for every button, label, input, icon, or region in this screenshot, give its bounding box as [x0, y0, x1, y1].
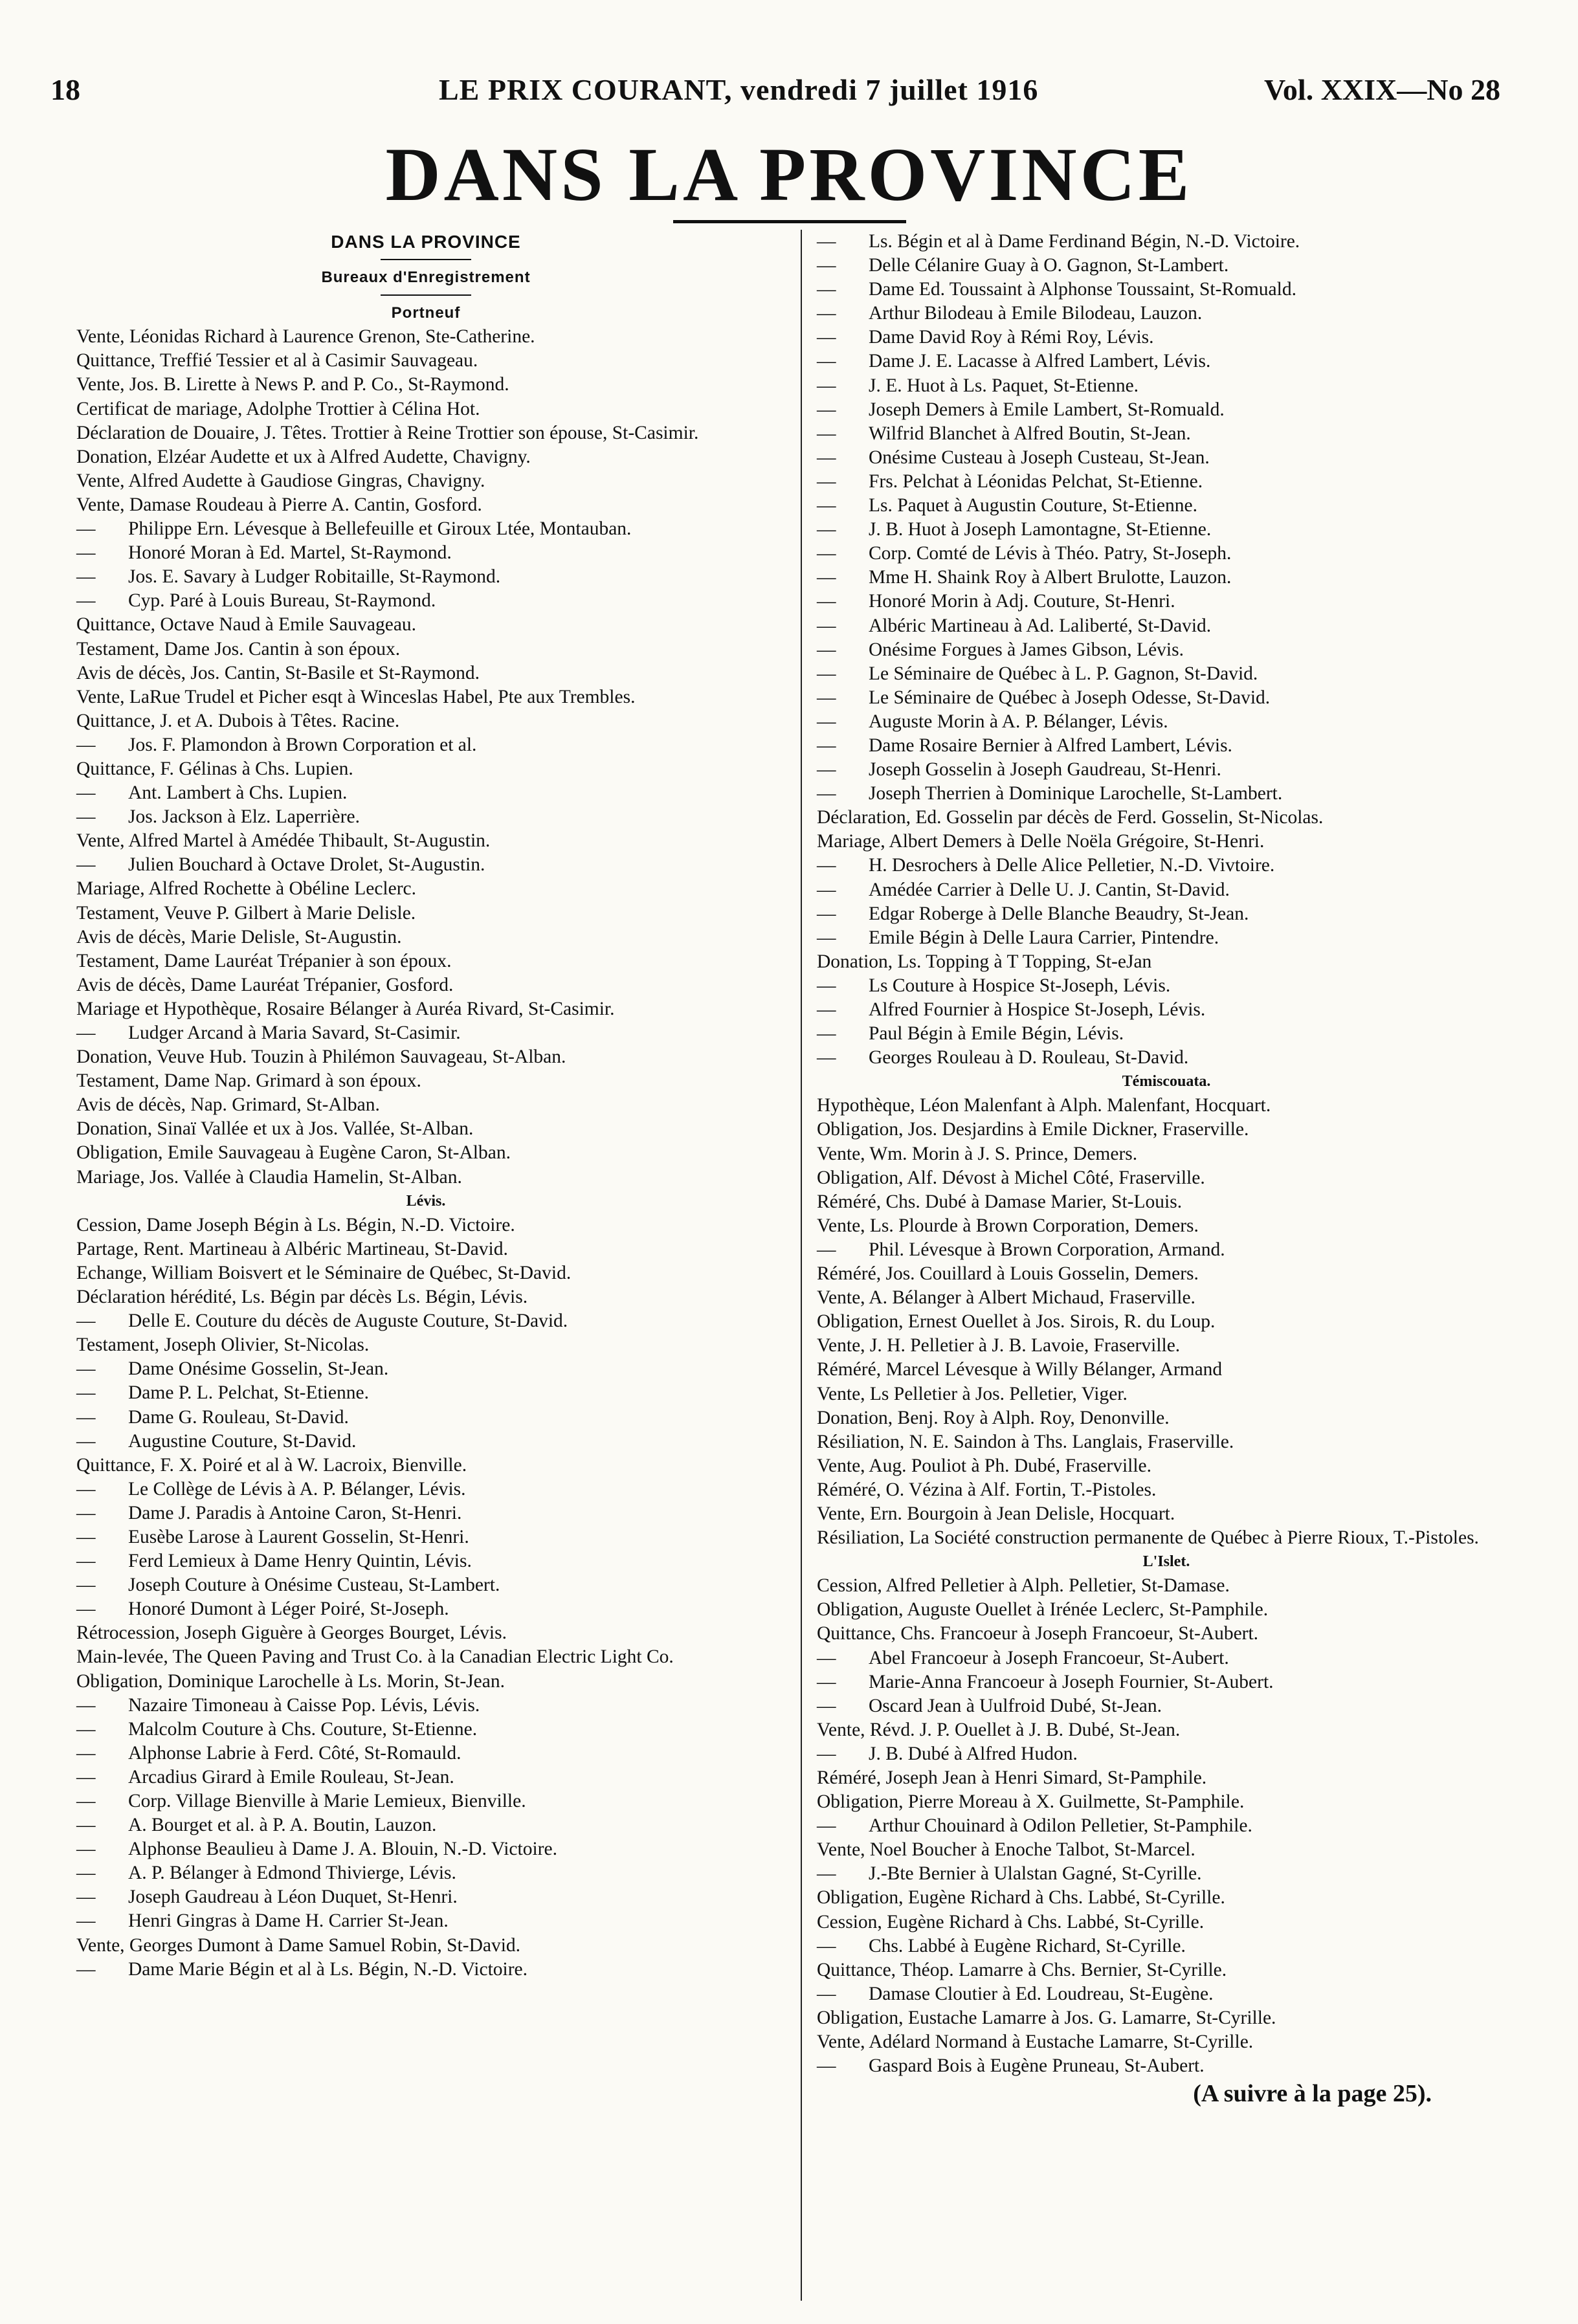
registry-entry: — Wilfrid Blanchet à Alfred Boutin, St-Jean. [817, 422, 1516, 446]
registry-entry: Vente, Wm. Morin à J. S. Prince, Demers. [817, 1143, 1138, 1164]
registry-entry: — Damase Cloutier à Ed. Loudreau, St-Eugène. [817, 1982, 1516, 2006]
registry-entry: Mariage, Alfred Rochette à Obéline Leclerc. [76, 878, 417, 900]
registry-entry: — Corp. Village Bienville à Marie Lemieux, Bienville. [76, 1789, 775, 1813]
registry-entry: Avis de décès, Dame Lauréat Trépanier, Gosford. [76, 974, 454, 995]
registry-entry: Vente, Ern. Bourgoin à Jean Delisle, Hocquart. [817, 1503, 1175, 1524]
registry-entry: — Arthur Bilodeau à Emile Bilodeau, Lauzon. [817, 302, 1516, 326]
registry-entry: Réméré, Jos. Couillard à Louis Gosselin, Demers. [817, 1263, 1199, 1285]
registry-entry: — Eusèbe Larose à Laurent Gosselin, St-Henri. [76, 1525, 775, 1549]
registry-entry: Vente, Damase Roudeau à Pierre A. Cantin, Gosford. [76, 494, 482, 515]
registry-entry: Obligation, Emile Sauvageau à Eugène Caron, St-Alban. [76, 1142, 511, 1164]
section-rule [381, 294, 471, 296]
registry-entry: Vente, Adélard Normand à Eustache Lamarre, St-Cyrille. [817, 2031, 1254, 2053]
registry-entry: Echange, William Boisvert et le Séminaire de Québec, St-David. [76, 1262, 572, 1283]
right-column [817, 230, 1516, 2130]
registry-entry: Obligation, Eugène Richard à Chs. Labbé, St-Cyrille. [817, 1887, 1225, 1909]
registry-entry: Partage, Rent. Martineau à Albéric Martineau, St-David. [76, 1238, 508, 1259]
registry-entry: — Alfred Fournier à Hospice St-Joseph, Lévis. [817, 998, 1516, 1022]
registry-entry: — Le Séminaire de Québec à L. P. Gagnon, St-David. [817, 662, 1516, 686]
registry-entry: — Dame Rosaire Bernier à Alfred Lambert, Lévis. [817, 734, 1516, 758]
registry-entry: — Honoré Morin à Adj. Couture, St-Henri. [817, 590, 1516, 614]
registry-entry: Obligation, Auguste Ouellet à Irénée Leclerc, St-Pamphile. [817, 1599, 1269, 1621]
registry-entry: Mariage, Albert Demers à Delle Noëla Grégoire, St-Henri. [817, 831, 1265, 852]
registry-entry: Donation, Ls. Topping à T Topping, St-eJan [817, 951, 1152, 972]
registry-entry: — Dame David Roy à Rémi Roy, Lévis. [817, 326, 1516, 349]
registry-entry: — Joseph Therrien à Dominique Larochelle, St-Lambert. [817, 782, 1516, 806]
registry-entry: Déclaration, Ed. Gosselin par décès de Ferd. Gosselin, St-Nicolas. [817, 807, 1324, 828]
registry-entry: — Dame Marie Bégin et al à Ls. Bégin, N.-D. Victoire. [76, 1958, 775, 1982]
registry-entry: — J.-Bte Bernier à Ulalstan Gagné, St-Cyrille. [817, 1862, 1516, 1886]
registry-entry: — Phil. Lévesque à Brown Corporation, Armand. [817, 1238, 1516, 1262]
registry-entry: — Joseph Demers à Emile Lambert, St-Romuald. [817, 398, 1516, 422]
section-heading: Lévis. [406, 1192, 446, 1210]
page-headline: DANS LA PROVINCE [385, 132, 1193, 217]
registry-entry: — Jos. E. Savary à Ludger Robitaille, St-Raymond. [76, 565, 775, 589]
registry-entry: — Le Collège de Lévis à A. P. Bélanger, Lévis. [76, 1477, 775, 1501]
registry-entry: Vente, Noel Boucher à Enoche Talbot, St-Marcel. [817, 1839, 1195, 1861]
registry-entry: — Le Séminaire de Québec à Joseph Odesse, St-David. [817, 686, 1516, 710]
registry-entry: Avis de décès, Marie Delisle, St-Augustin. [76, 926, 402, 947]
registry-entry: — Georges Rouleau à D. Rouleau, St-David. [817, 1046, 1516, 1070]
registry-entry: Quittance, J. et A. Dubois à Têtes. Racine. [76, 710, 400, 731]
registry-entry: — J. B. Dubé à Alfred Hudon. [817, 1742, 1516, 1766]
registry-entry: Vente, Alfred Martel à Amédée Thibault, St-Augustin. [76, 830, 491, 852]
registry-entry: Réméré, Marcel Lévesque à Willy Bélanger, Armand [817, 1359, 1223, 1380]
section-heading: DANS LA PROVINCE [331, 232, 521, 252]
registry-entry: Obligation, Alf. Dévost à Michel Côté, Fraserville. [817, 1167, 1205, 1188]
registry-entry: — Delle E. Couture du décès de Auguste Couture, St-David. [76, 1309, 775, 1333]
registry-entry: Vente, A. Bélanger à Albert Michaud, Fraserville. [817, 1287, 1195, 1309]
registry-entry: — Joseph Couture à Onésime Custeau, St-Lambert. [76, 1573, 775, 1597]
registry-entry: Certificat de mariage, Adolphe Trottier à Célina Hot. [76, 398, 480, 419]
publication-title: LE PRIX COURANT, vendredi 7 juillet 1916 [439, 73, 1039, 106]
registry-entry: — Philippe Ern. Lévesque à Bellefeuille et Giroux Ltée, Montauban. [76, 517, 775, 541]
registry-entry: Obligation, Dominique Larochelle à Ls. Morin, St-Jean. [76, 1670, 505, 1692]
registry-entry: Testament, Joseph Olivier, St-Nicolas. [76, 1334, 370, 1356]
registry-entry: — Amédée Carrier à Delle U. J. Cantin, St-David. [817, 878, 1516, 902]
registry-entry: — Arthur Chouinard à Odilon Pelletier, St-Pamphile. [817, 1814, 1516, 1838]
registry-entry: — Jos. F. Plamondon à Brown Corporation et al. [76, 733, 775, 757]
registry-entry: Vente, Ls. Plourde à Brown Corporation, Demers. [817, 1215, 1199, 1236]
volume-number: Vol. XXIX—No 28 [1263, 73, 1500, 106]
registry-entry: — Dame P. L. Pelchat, St-Etienne. [76, 1381, 775, 1405]
registry-entry: Vente, Révd. J. P. Ouellet à J. B. Dubé, St-Jean. [817, 1719, 1181, 1740]
column-divider [801, 230, 802, 2301]
registry-entry: Déclaration de Douaire, J. Têtes. Trottier à Reine Trottier son épouse, St-Casimir. [76, 422, 699, 443]
registry-entry: — A. Bourget et al. à P. A. Boutin, Lauzon. [76, 1813, 775, 1837]
section-heading: Portneuf [391, 304, 461, 322]
registry-entry: Avis de décès, Nap. Grimard, St-Alban. [76, 1094, 380, 1116]
registry-entry: — Ant. Lambert à Chs. Lupien. [76, 781, 775, 805]
registry-entry: Vente, Jos. B. Lirette à News P. and P. Co., St-Raymond. [76, 374, 509, 395]
registry-entry: Réméré, Chs. Dubé à Damase Marier, St-Louis. [817, 1191, 1183, 1212]
registry-entry: — J. B. Huot à Joseph Lamontagne, St-Etienne. [817, 518, 1516, 542]
registry-entry: — Auguste Morin à A. P. Bélanger, Lévis. [817, 710, 1516, 734]
continuation-note: (A suivre à la page 25). [1193, 2080, 1432, 2108]
registry-entry: — Arcadius Girard à Emile Rouleau, St-Jean. [76, 1765, 775, 1789]
registry-entry: Vente, Ls Pelletier à Jos. Pelletier, Viger. [817, 1383, 1128, 1404]
registry-entry: — Delle Célanire Guay à O. Gagnon, St-Lambert. [817, 254, 1516, 278]
registry-entry: Donation, Sinaï Vallée et ux à Jos. Vallée, St-Alban. [76, 1118, 474, 1140]
registry-entry: Donation, Veuve Hub. Touzin à Philémon Sauvageau, St-Alban. [76, 1046, 566, 1068]
registry-entry: Résiliation, N. E. Saindon à Ths. Langlais, Fraserville. [817, 1431, 1234, 1452]
page-number: 18 [50, 73, 80, 106]
registry-entry: — Onésime Custeau à Joseph Custeau, St-Jean. [817, 446, 1516, 470]
registry-entry: Quittance, F. X. Poiré et al à W. Lacroix, Bienville. [76, 1454, 467, 1476]
registry-entry: Quittance, Théop. Lamarre à Chs. Bernier, St-Cyrille. [817, 1959, 1227, 1980]
section-rule [381, 259, 471, 260]
section-heading: Bureaux d'Enregistrement [321, 269, 531, 287]
registry-entry: — Oscard Jean à Uulfroid Dubé, St-Jean. [817, 1694, 1516, 1718]
registry-entry: — Corp. Comté de Lévis à Théo. Patry, St-Joseph. [817, 542, 1516, 566]
registry-entry: — Jos. Jackson à Elz. Laperrière. [76, 805, 775, 829]
registry-entry: Testament, Dame Nap. Grimard à son époux. [76, 1070, 421, 1092]
registry-entry: — Ludger Arcand à Maria Savard, St-Casimir. [76, 1021, 775, 1045]
registry-entry: — Joseph Gaudreau à Léon Duquet, St-Henri. [76, 1885, 775, 1909]
registry-entry: — Edgar Roberge à Delle Blanche Beaudry, St-Jean. [817, 902, 1516, 926]
registry-entry: Mariage, Jos. Vallée à Claudia Hamelin, St-Alban. [76, 1166, 462, 1188]
registry-entry: Vente, Alfred Audette à Gaudiose Gingras, Chavigny. [76, 470, 485, 491]
registry-entry: Avis de décès, Jos. Cantin, St-Basile et St-Raymond. [76, 662, 480, 683]
registry-entry: Quittance, F. Gélinas à Chs. Lupien. [76, 758, 353, 779]
registry-entry: — J. E. Huot à Ls. Paquet, St-Etienne. [817, 374, 1516, 398]
registry-entry: — Dame J. Paradis à Antoine Caron, St-Henri. [76, 1501, 775, 1525]
registry-entry: — Dame G. Rouleau, St-David. [76, 1406, 775, 1430]
registry-entry: — Gaspard Bois à Eugène Pruneau, St-Aubert. [817, 2054, 1516, 2078]
left-column [76, 230, 775, 1982]
registry-entry: — Alphonse Beaulieu à Dame J. A. Blouin, N.-D. Victoire. [76, 1837, 775, 1861]
registry-entry: Réméré, O. Vézina à Alf. Fortin, T.-Pistoles. [817, 1479, 1157, 1500]
registry-entry: Hypothèque, Léon Malenfant à Alph. Malenfant, Hocquart. [817, 1095, 1271, 1116]
registry-entry: — Mme H. Shaink Roy à Albert Brulotte, Lauzon. [817, 566, 1516, 590]
registry-entry: Réméré, Joseph Jean à Henri Simard, St-Pamphile. [817, 1767, 1207, 1788]
registry-entry: Donation, Elzéar Audette et ux à Alfred Audette, Chavigny. [76, 446, 531, 467]
registry-entry: — Dame Ed. Toussaint à Alphonse Toussaint, St-Romuald. [817, 278, 1516, 302]
registry-entry: Vente, Léonidas Richard à Laurence Grenon, Ste-Catherine. [76, 326, 535, 348]
registry-entry: — Ls. Bégin et al à Dame Ferdinand Bégin, N.-D. Victoire. [817, 230, 1516, 254]
registry-entry: — Malcolm Couture à Chs. Couture, St-Etienne. [76, 1718, 775, 1742]
registry-entry: — Ferd Lemieux à Dame Henry Quintin, Lévis. [76, 1549, 775, 1573]
headline-rule [673, 220, 906, 223]
registry-entry: — Dame J. E. Lacasse à Alfred Lambert, Lévis. [817, 349, 1516, 373]
registry-entry: — Onésime Forgues à James Gibson, Lévis. [817, 638, 1516, 662]
registry-entry: — Paul Bégin à Emile Bégin, Lévis. [817, 1022, 1516, 1046]
registry-entry: — Nazaire Timoneau à Caisse Pop. Lévis, Lévis. [76, 1694, 775, 1718]
registry-entry: Main-levée, The Queen Paving and Trust Co. à la Canadian Electric Light Co. [76, 1646, 674, 1668]
registry-entry: Résiliation, La Société construction permanente de Québec à Pierre Rioux, T.-Pistoles. [817, 1527, 1479, 1549]
registry-entry: Vente, LaRue Trudel et Picher esqt à Winceslas Habel, Pte aux Trembles. [76, 686, 636, 707]
registry-entry: Cession, Eugène Richard à Chs. Labbé, St-Cyrille. [817, 1911, 1205, 1932]
registry-entry: Déclaration hérédité, Ls. Bégin par décès Ls. Bégin, Lévis. [76, 1287, 528, 1308]
registry-entry: Obligation, Jos. Desjardins à Emile Dickner, Fraserville. [817, 1119, 1249, 1140]
registry-entry: — Marie-Anna Francoeur à Joseph Fournier, St-Aubert. [817, 1670, 1516, 1694]
registry-entry: — Cyp. Paré à Louis Bureau, St-Raymond. [76, 589, 775, 613]
registry-entry: — Frs. Pelchat à Léonidas Pelchat, St-Etienne. [817, 470, 1516, 494]
registry-entry: Obligation, Pierre Moreau à X. Guilmette, St-Pamphile. [817, 1791, 1245, 1813]
registry-entry: — Henri Gingras à Dame H. Carrier St-Jean. [76, 1909, 775, 1933]
registry-entry: Obligation, Eustache Lamarre à Jos. G. Lamarre, St-Cyrille. [817, 2007, 1276, 2028]
section-heading: Témiscouata. [1122, 1073, 1211, 1090]
registry-entry: — Honoré Moran à Ed. Martel, St-Raymond. [76, 541, 775, 565]
registry-entry: Cession, Dame Joseph Bégin à Ls. Bégin, N.-D. Victoire. [76, 1214, 515, 1235]
registry-entry: Testament, Dame Jos. Cantin à son époux. [76, 638, 401, 659]
page-header [50, 72, 1500, 111]
registry-entry: Mariage et Hypothèque, Rosaire Bélanger à Auréa Rivard, St-Casimir. [76, 998, 615, 1019]
registry-entry: Quittance, Octave Naud à Emile Sauvageau. [76, 614, 417, 636]
registry-entry: Testament, Dame Lauréat Trépanier à son époux. [76, 950, 452, 971]
registry-entry: — H. Desrochers à Delle Alice Pelletier, N.-D. Vivtoire. [817, 854, 1516, 878]
registry-entry: Cession, Alfred Pelletier à Alph. Pelletier, St-Damase. [817, 1575, 1230, 1597]
registry-entry: Vente, Aug. Pouliot à Ph. Dubé, Fraserville. [817, 1455, 1152, 1476]
registry-entry: Obligation, Ernest Ouellet à Jos. Sirois, R. du Loup. [817, 1311, 1216, 1333]
registry-entry: — Alphonse Labrie à Ferd. Côté, St-Romauld. [76, 1742, 775, 1765]
registry-entry: Rétrocession, Joseph Giguère à Georges Bourget, Lévis. [76, 1622, 507, 1644]
registry-entry: — Dame Onésime Gosselin, St-Jean. [76, 1357, 775, 1381]
registry-entry: Quittance, Treffié Tessier et al à Casimir Sauvageau. [76, 350, 478, 371]
section-heading: L'Islet. [1142, 1553, 1190, 1571]
registry-entry: — Joseph Gosselin à Joseph Gaudreau, St-Henri. [817, 758, 1516, 782]
registry-entry: — Ls. Paquet à Augustin Couture, St-Etienne. [817, 494, 1516, 518]
registry-entry: — Chs. Labbé à Eugène Richard, St-Cyrille. [817, 1934, 1516, 1958]
registry-entry: Vente, Georges Dumont à Dame Samuel Robin, St-David. [76, 1934, 521, 1956]
registry-entry: Vente, J. H. Pelletier à J. B. Lavoie, Fraserville. [817, 1335, 1181, 1356]
registry-entry: — Honoré Dumont à Léger Poiré, St-Joseph. [76, 1597, 775, 1621]
registry-entry: Donation, Benj. Roy à Alph. Roy, Denonville. [817, 1407, 1170, 1428]
registry-entry: — Ls Couture à Hospice St-Joseph, Lévis. [817, 974, 1516, 998]
registry-entry: — Albéric Martineau à Ad. Laliberté, St-David. [817, 614, 1516, 638]
registry-entry: — A. P. Bélanger à Edmond Thivierge, Lévis. [76, 1861, 775, 1885]
registry-entry: — Julien Bouchard à Octave Drolet, St-Augustin. [76, 853, 775, 877]
registry-entry: — Emile Bégin à Delle Laura Carrier, Pintendre. [817, 926, 1516, 950]
registry-entry: Testament, Veuve P. Gilbert à Marie Delisle. [76, 902, 416, 924]
registry-entry: Quittance, Chs. Francoeur à Joseph Francoeur, St-Aubert. [817, 1623, 1259, 1644]
registry-entry: — Augustine Couture, St-David. [76, 1430, 775, 1454]
registry-entry: — Abel Francoeur à Joseph Francoeur, St-Aubert. [817, 1646, 1516, 1670]
